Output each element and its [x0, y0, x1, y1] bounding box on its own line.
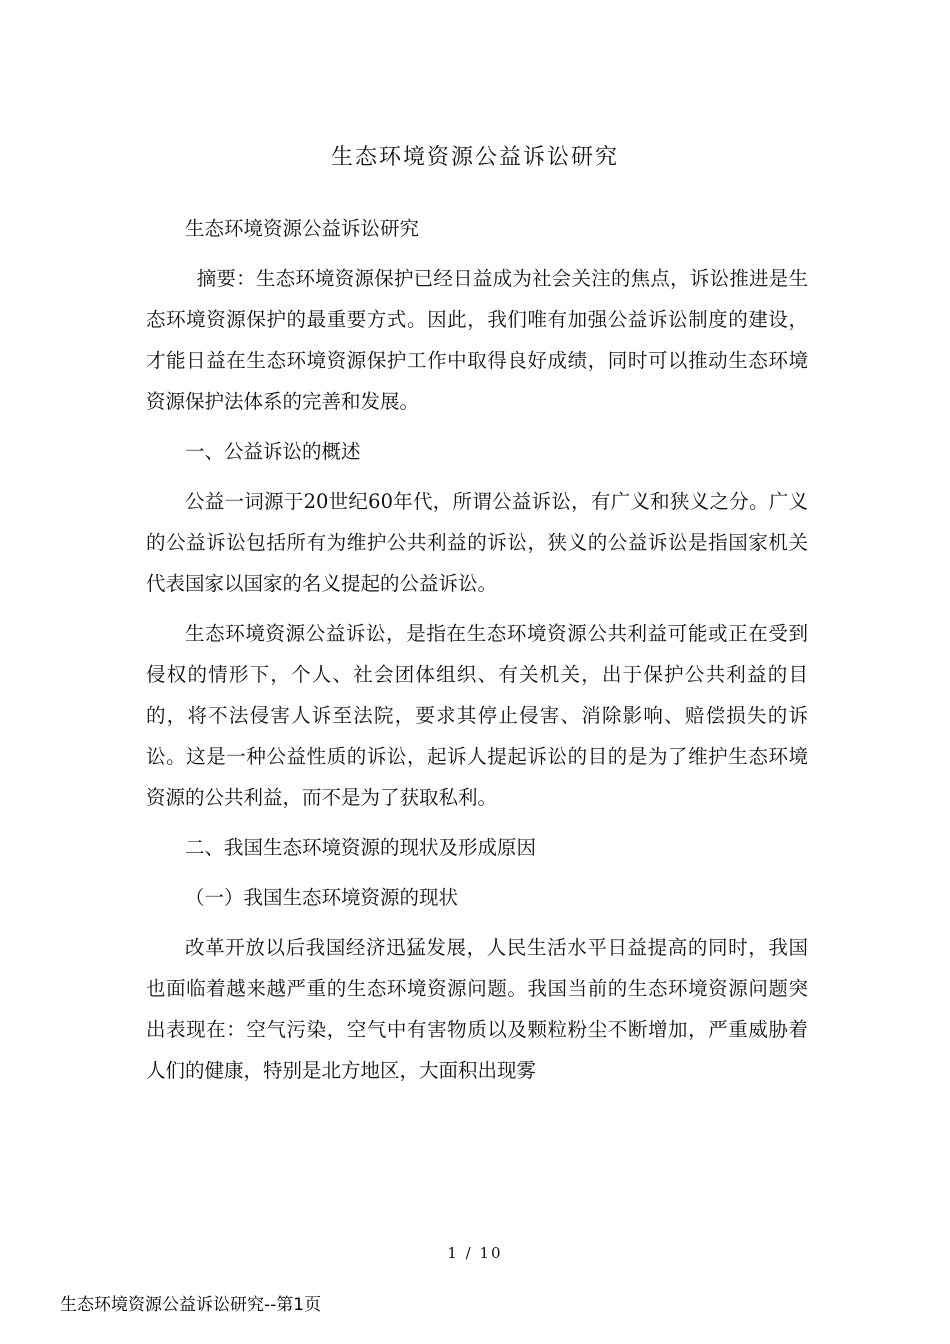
body-paragraph: 公益一词源于20世纪60年代，所谓公益诉讼，有广义和狭义之分。广义的公益诉讼包括所有为维护公共利益的诉讼，狭义的公益诉讼是指国家机关代表国家以国家的名义提起的公益诉讼。: [146, 490, 808, 595]
section-heading-2: 二、我国生态环境资源的现状及形成原因: [185, 836, 537, 859]
subtitle-paragraph: 生态环境资源公益诉讼研究: [185, 217, 420, 240]
footer-note: 生态环境资源公益诉讼研究--第1页: [60, 1295, 322, 1315]
body-paragraph: 改革开放以后我国经济迅猛发展，人民生活水平日益提高的同时，我国也面临着越来越严重的生态环境资源问题。我国当前的生态环境资源问题突出表现在：空气污染，空气中有害物质以及颗粒粉尘不断增加，严重威胁着人们的健康，特别是北方地区，大面积出现雾: [146, 936, 808, 1082]
body-paragraph: 生态环境资源公益诉讼，是指在生态环境资源公共利益可能或正在受到侵权的情形下，个人、社会团体组织、有关机关，出于保护公共利益的目的，将不法侵害人诉至法院，要求其停止侵害、消除影响、赔偿损失的诉讼。这是一种公益性质的诉讼，起诉人提起诉讼的目的是为了维护生态环境资源的公共利益，而不是为了获取私利。: [146, 622, 808, 809]
document-title: 生态环境资源公益诉讼研究: [330, 145, 619, 170]
subsection-heading-1: （一）我国生态环境资源的现状: [185, 886, 459, 909]
section-heading-1: 一、公益诉讼的概述: [185, 440, 361, 463]
abstract-paragraph: 摘要：生态环境资源保护已经日益成为社会关注的焦点，诉讼推进是生态环境资源保护的最重要方式。因此，我们唯有加强公益诉讼制度的建设，才能日益在生态环境资源保护工作中取得良好成绩，同时可以推动生态环境资源保护法体系的完善和发展。: [146, 267, 808, 413]
page-number: 1 / 10: [447, 1244, 503, 1262]
document-body: [146, 208, 808, 1100]
